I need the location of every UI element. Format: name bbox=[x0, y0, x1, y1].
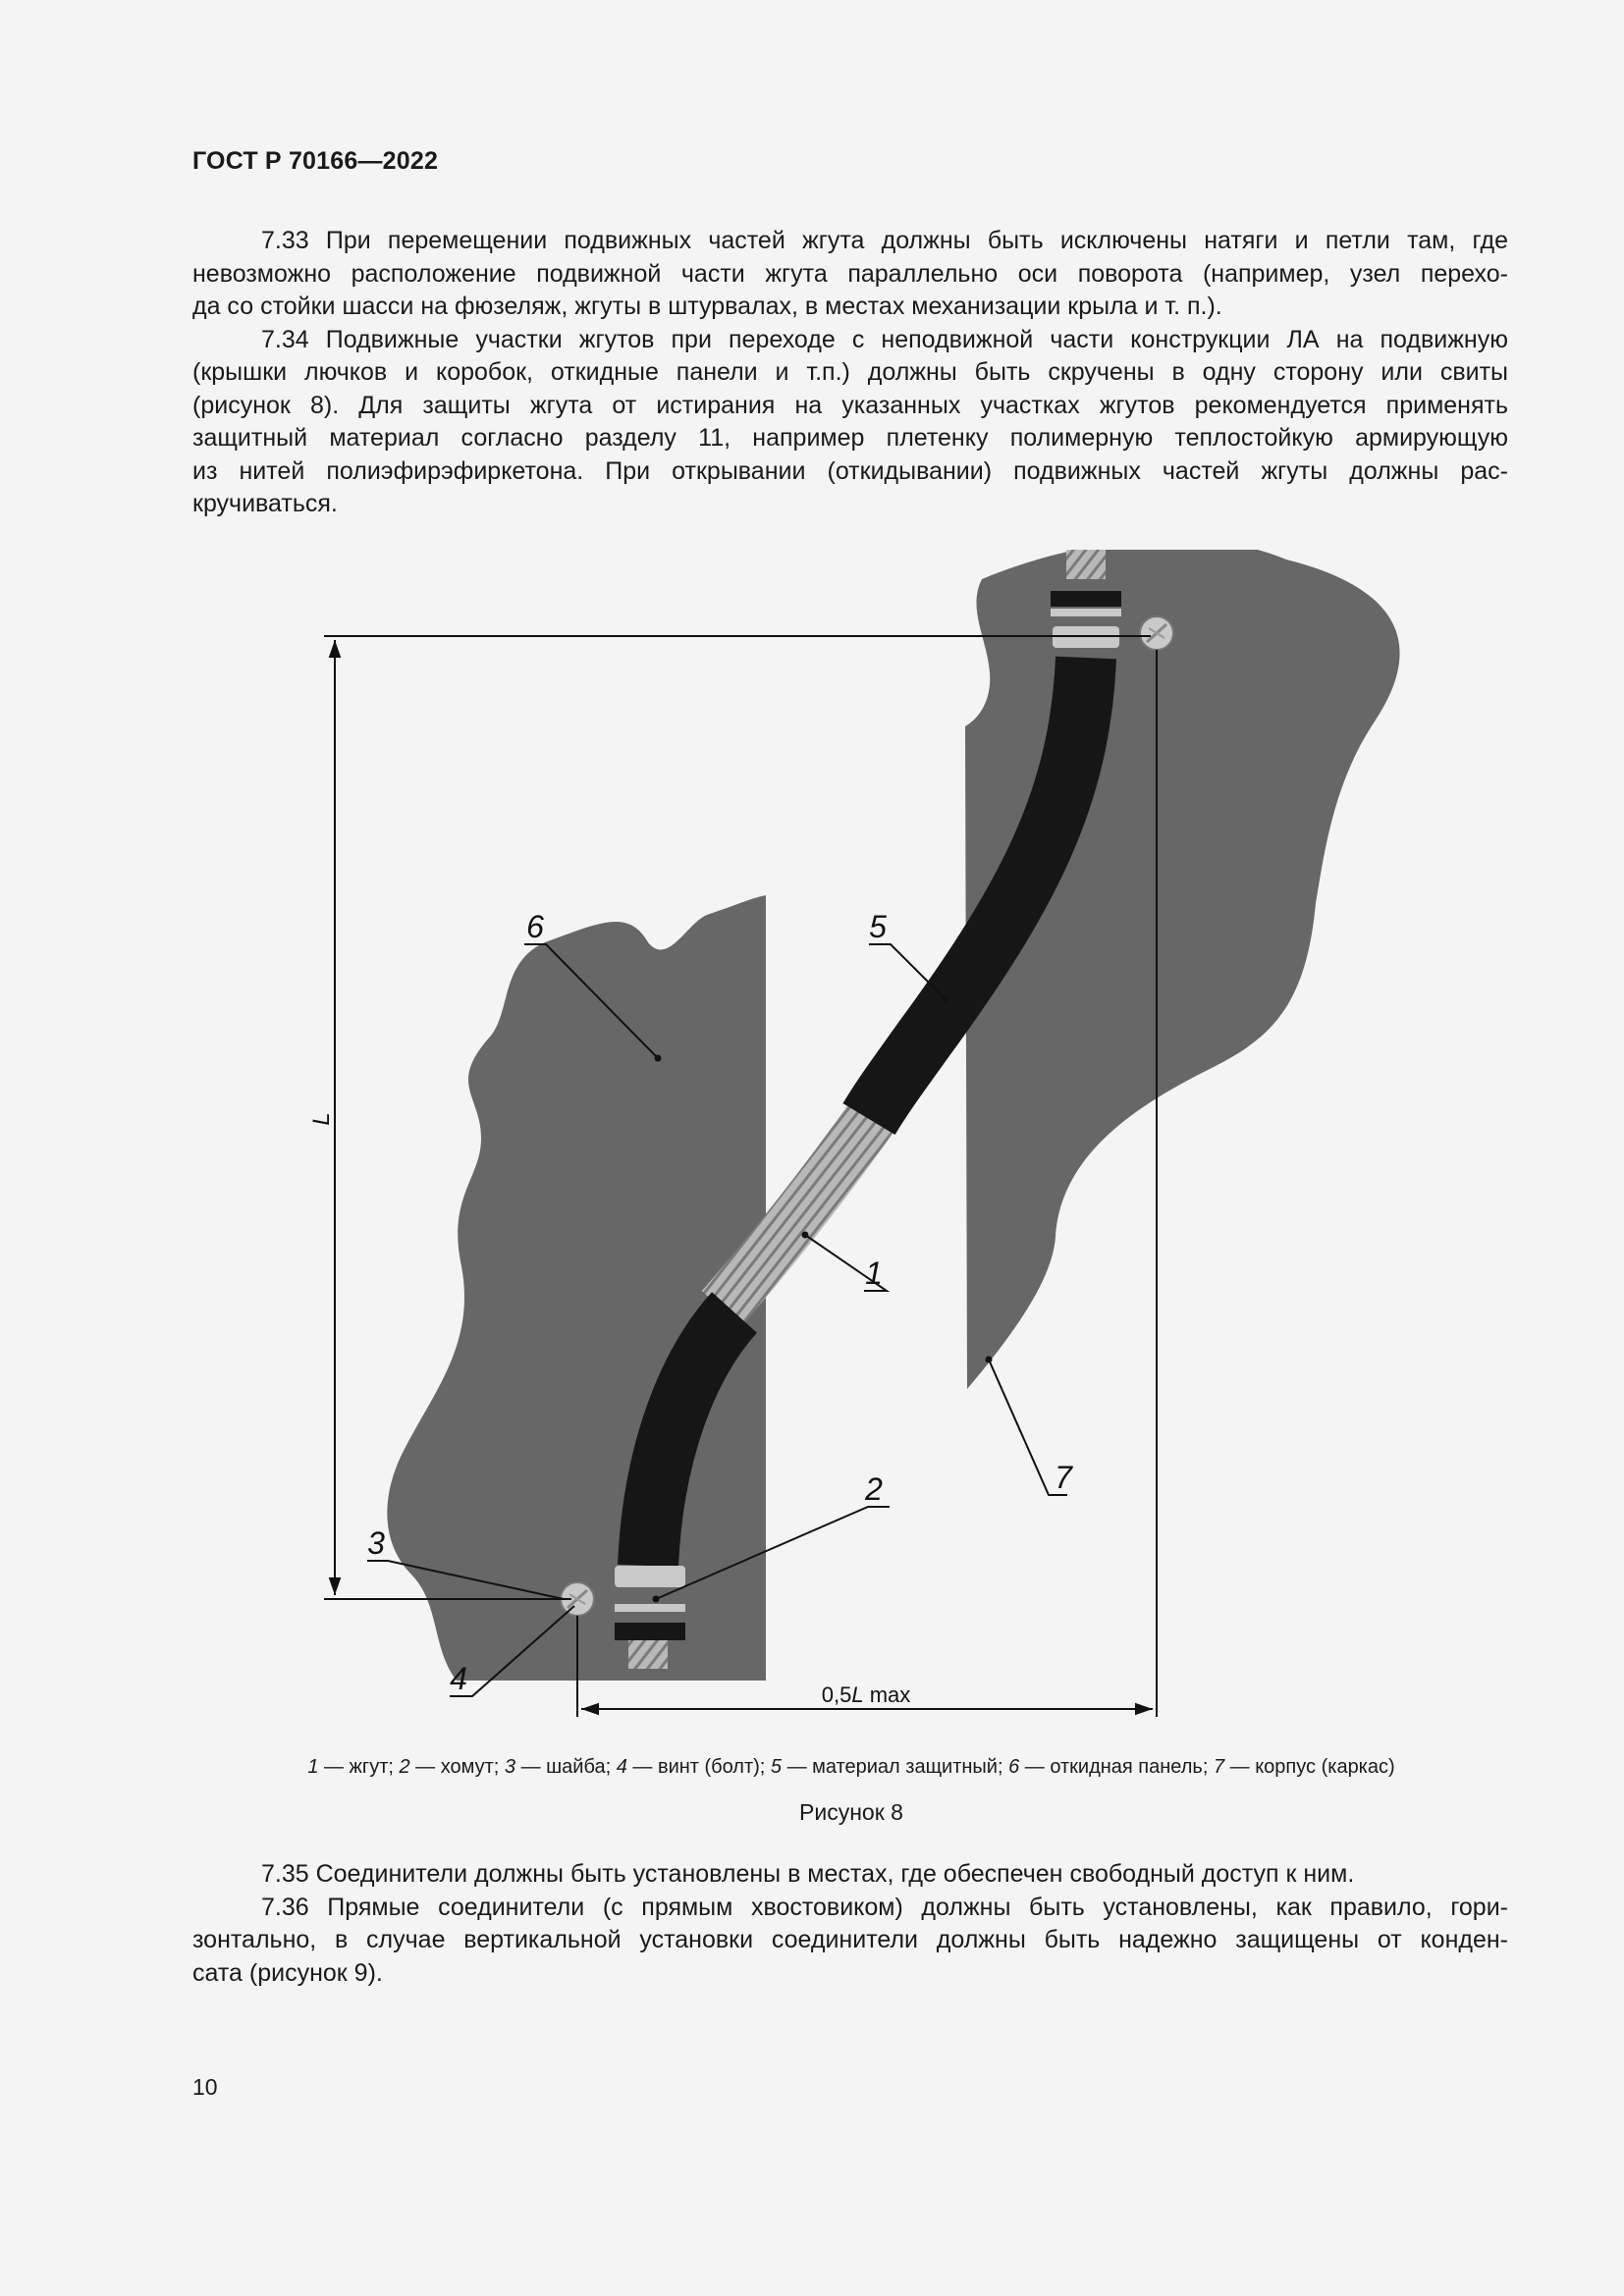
legend-item: 1 — жгут; bbox=[307, 1756, 400, 1778]
clause-7-35 bbox=[192, 1858, 1508, 1892]
text-line: из нитей полиэфирэфиркетона. При открывании (откидывании) подвижных частей жгуты должны рас- bbox=[192, 456, 1508, 485]
legend-item: 7 — корпус (каркас) bbox=[1213, 1756, 1395, 1778]
callout-6: 6 bbox=[526, 909, 544, 944]
callout-4: 4 bbox=[450, 1661, 467, 1696]
clause-7-33 bbox=[192, 225, 1508, 324]
callout-7: 7 bbox=[1055, 1460, 1072, 1495]
legend-item: 3 — шайба; bbox=[504, 1756, 617, 1778]
housing-frame-panel bbox=[965, 550, 1400, 1389]
washer-screw-top bbox=[1140, 616, 1173, 650]
figure-caption: Рисунок 8 bbox=[799, 1799, 903, 1825]
page-number: 10 bbox=[192, 2074, 218, 2100]
callout-1: 1 bbox=[865, 1255, 883, 1291]
clause-7-34 bbox=[192, 324, 1508, 521]
figure-8-drawing bbox=[0, 550, 1624, 1728]
callout-2: 2 bbox=[865, 1471, 883, 1507]
text-line: защитный материал согласно разделу 11, например плетенку полимерную теплостойкую армирующую bbox=[192, 424, 1508, 452]
callout-5: 5 bbox=[869, 909, 887, 944]
callout-3: 3 bbox=[367, 1525, 385, 1561]
text-line: 7.36 Прямые соединители (с прямым хвостовиком) должны быть установлены, как правило, гори- bbox=[261, 1893, 1508, 1921]
clauses-7-35-7-36 bbox=[192, 1858, 1508, 1990]
clauses-7-33-7-34 bbox=[192, 225, 1508, 521]
text-line: кручиваться. bbox=[192, 490, 338, 517]
clause-7-36 bbox=[192, 1892, 1508, 1991]
legend-item: 2 — хомут; bbox=[399, 1756, 505, 1778]
text-line: 7.34 Подвижные участки жгутов при переходе с неподвижной части конструкции ЛА на подвижную bbox=[261, 325, 1508, 353]
text-line: зонтально, в случае вертикальной установки соединители должны быть надежно защищены от конден- bbox=[192, 1926, 1508, 1953]
legend-item: 4 — винт (болт); bbox=[616, 1756, 771, 1778]
figure-legend bbox=[0, 1756, 1624, 1779]
dimension-L-label: L bbox=[308, 1112, 335, 1126]
dimension-half-L-label: 0,5L max bbox=[821, 1682, 911, 1707]
text-line: невозможно расположение подвижной части жгута параллельно оси поворота (например, узел перехо- bbox=[192, 259, 1508, 288]
text-line: сата (рисунок 9). bbox=[192, 1958, 383, 1987]
legend-item: 5 — материал защитный; bbox=[770, 1756, 1009, 1778]
text-line: (рисунок 8). Для защиты жгута от истирания на указанных участках жгутов рекомендуется применять bbox=[192, 391, 1508, 419]
text-line: 7.33 При перемещении подвижных частей жгута должны быть исключены натяги и петли там, где bbox=[261, 227, 1508, 254]
legend-item: 6 — откидная панель; bbox=[1008, 1756, 1214, 1778]
text-line: да со стойки шасси на фюзеляж, жгуты в штурвалах, в местах механизации крыла и т. п.). bbox=[192, 293, 1222, 320]
text-line: 7.35 Соединители должны быть установлены в местах, где обеспечен свободный доступ к ним. bbox=[261, 1860, 1355, 1888]
document-code-header: ГОСТ Р 70166—2022 bbox=[192, 147, 439, 175]
text-line: (крышки лючков и коробок, откидные панели и т.п.) должны быть скручены в одну сторону или свиты bbox=[192, 358, 1508, 386]
